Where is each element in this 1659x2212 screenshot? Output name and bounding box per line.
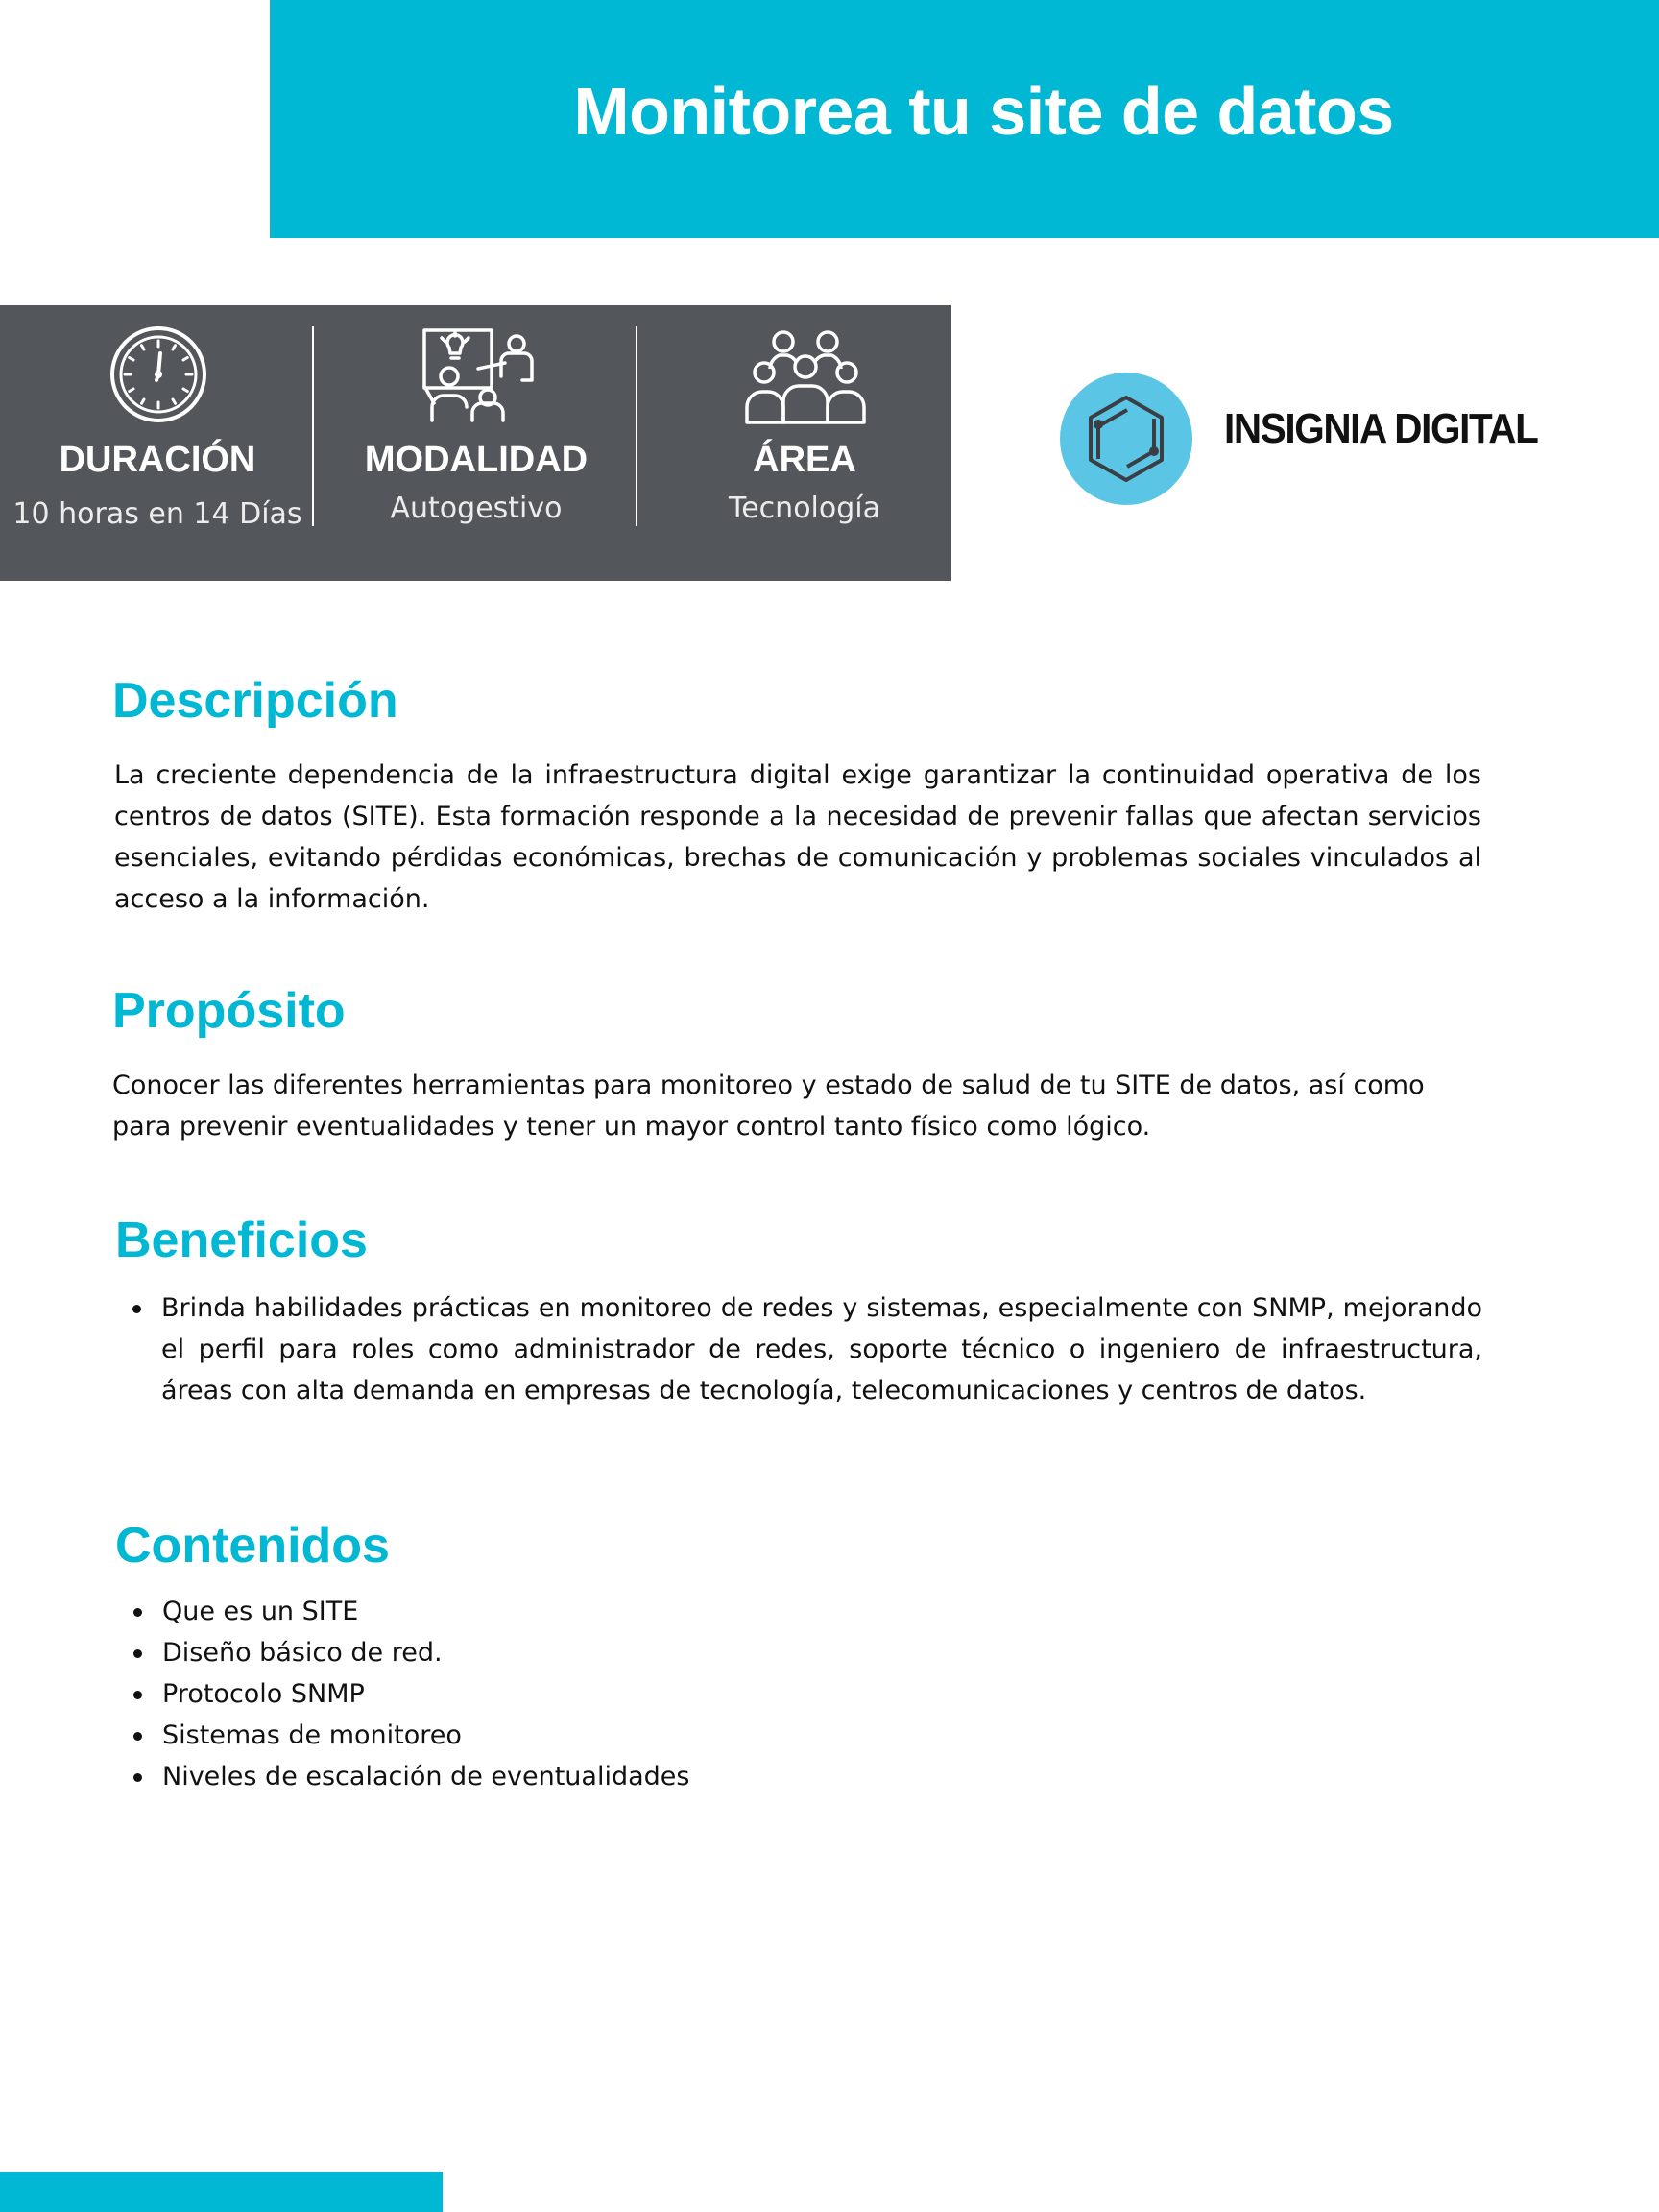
area-block (637, 305, 972, 581)
duration-value: 10 horas en 14 Días (12, 497, 302, 531)
duration-label: DURACIÓN (59, 440, 256, 480)
modality-label: MODALIDAD (364, 440, 589, 480)
info-divider (312, 326, 314, 526)
hexagon-circuit-icon (1060, 373, 1192, 505)
benefits-heading: Beneficios (115, 1213, 368, 1268)
list-item: Sistemas de monitoreo (114, 1715, 1266, 1756)
list-item: Niveles de escalación de eventualidades (114, 1756, 1266, 1797)
group-icon (743, 328, 868, 426)
contents-list (114, 1591, 1266, 1797)
description-heading: Descripción (112, 673, 398, 729)
area-label: ÁREA (753, 440, 856, 480)
list-item: Que es un SITE (114, 1591, 1266, 1632)
purpose-heading: Propósito (112, 983, 346, 1039)
description-text: La creciente dependencia de la infraestructura digital exige garantizar la continuidad operativa de los centros de datos (SITE). Esta formación responde a la necesidad de prevenir fallas que afectan servicios esenciales, evitando pérdidas económicas, brechas de comunicación y problemas sociales vinculados al acceso a la información. (114, 760, 1481, 914)
course-info-bar (0, 305, 951, 581)
page-title: Monitorea tu site de datos (573, 74, 1394, 149)
badge-label: INSIGNIA DIGITAL (1224, 405, 1538, 452)
title-banner (270, 0, 1659, 238)
duration-block (0, 305, 315, 581)
presentation-icon (421, 326, 536, 424)
benefits-list (113, 1287, 1482, 1411)
list-item: Protocolo SNMP (114, 1673, 1266, 1715)
contents-heading: Contenidos (115, 1518, 390, 1574)
modality-value: Autogestivo (390, 492, 563, 525)
list-item: Brinda habilidades prácticas en monitoreo de redes y sistemas, especialmente con SNMP, mejorando el perfil para roles como administrador de redes, soporte técnico o ingeniero de infraestructura, áreas con alta demanda en empresas de tecnología, telecomunicaciones y centros de datos. (113, 1287, 1482, 1411)
list-item: Diseño básico de red. (114, 1632, 1266, 1673)
modality-block (315, 305, 637, 581)
clock-icon (108, 325, 208, 424)
badge-circle (1060, 373, 1192, 505)
area-value: Tecnología (729, 492, 880, 525)
purpose-text: Conocer las diferentes herramientas para monitoreo y estado de salud de tu SITE de datos, así como para prevenir eventualidades y tener un mayor control tanto físico como lógico. (112, 1070, 1425, 1142)
footer-accent-bar (0, 2172, 443, 2212)
